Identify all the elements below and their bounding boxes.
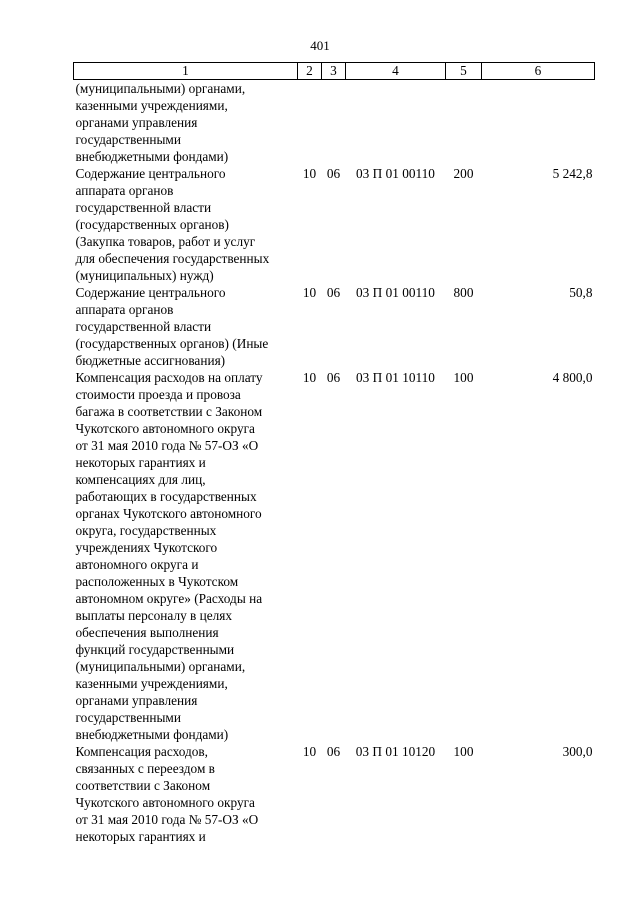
row-name-line: государственной власти (75, 200, 212, 215)
table-row (74, 369, 595, 743)
section-code: 10 (302, 370, 317, 385)
row-name-line: (Закупка товаров, работ и услуг (75, 234, 256, 249)
row-name-line: государственной власти (75, 319, 212, 334)
row-name-line: Компенсация расходов, (75, 744, 208, 759)
row-name-line: автономном округе» (Расходы на (75, 591, 263, 606)
table-row (74, 284, 595, 369)
row-name-line: работающих в государственных (75, 489, 257, 504)
row-name (74, 80, 298, 166)
section-code (298, 80, 322, 166)
target-article-code: 03 П 01 10110 (356, 370, 435, 385)
subsection-code: 06 (326, 370, 341, 385)
subsection-code: 06 (326, 744, 341, 759)
header-col-5: 5 (446, 63, 482, 80)
subsection-code: 06 (326, 166, 341, 181)
row-name-line: (государственных органов) (Иные (75, 336, 269, 351)
row-name-line: округа, государственных (75, 523, 217, 538)
amount: 5 242,8 (552, 166, 593, 181)
expense-type-code: 200 (453, 166, 474, 181)
row-name-line: для обеспечения государственных (75, 251, 270, 266)
target-article-code: 03 П 01 00110 (356, 166, 435, 181)
row-name-line: выплаты персоналу в целях (75, 608, 233, 623)
row-name-line: обеспечения выполнения (75, 625, 219, 640)
row-name-line: органах Чукотского автономного (75, 506, 262, 521)
table-row (74, 743, 595, 845)
header-col-1: 1 (74, 63, 298, 80)
row-name-line: стоимости проезда и провоза (75, 387, 241, 402)
row-name-line: учреждениях Чукотского (75, 540, 218, 555)
row-name-line: некоторых гарантиях и (75, 829, 206, 844)
table-row (74, 165, 595, 284)
header-col-4: 4 (346, 63, 446, 80)
section-code: 10 (302, 285, 317, 300)
row-name-line: Содержание центрального (75, 285, 226, 300)
target-article-code: 03 П 01 00110 (356, 285, 435, 300)
row-name-line: (муниципальными) органами, (75, 659, 246, 674)
row-name (74, 369, 298, 743)
row-name-line: аппарата органов (75, 183, 174, 198)
row-name-line: (муниципальными) органами, (75, 81, 246, 96)
row-name-line: соответствии с Законом (75, 778, 211, 793)
amount (482, 80, 595, 166)
row-name-line: связанных с переездом в (75, 761, 215, 776)
row-name-line: багажа в соответствии с Законом (75, 404, 263, 419)
row-name-line: аппарата органов (75, 302, 174, 317)
expense-type-code: 100 (453, 370, 474, 385)
row-name-line: государственными (75, 710, 181, 725)
row-name-line: расположенных в Чукотском (75, 574, 239, 589)
header-col-6: 6 (482, 63, 595, 80)
section-code: 10 (302, 166, 317, 181)
row-name-line: органами управления (75, 693, 198, 708)
table-header-row (74, 63, 595, 80)
row-name-line: внебюджетными фондами) (75, 727, 229, 742)
row-name-line: функций государственными (75, 642, 235, 657)
target-article-code (346, 80, 446, 166)
row-name-line: бюджетные ассигнования) (75, 353, 226, 368)
row-name-line: автономного округа и (75, 557, 199, 572)
row-name-line: Чукотского автономного округа (75, 421, 255, 436)
header-col-3: 3 (322, 63, 346, 80)
row-name (74, 284, 298, 369)
row-name-line: некоторых гарантиях и (75, 455, 206, 470)
budget-table (73, 62, 595, 845)
amount: 4 800,0 (552, 370, 593, 385)
row-name-line: от 31 мая 2010 года № 57-ОЗ «О (75, 438, 259, 453)
row-name-line: казенными учреждениями, (75, 676, 228, 691)
section-code: 10 (302, 744, 317, 759)
row-name-line: внебюджетными фондами) (75, 149, 229, 164)
expense-type-code: 100 (453, 744, 474, 759)
row-name-line: (муниципальных) нужд) (75, 268, 214, 283)
row-name (74, 165, 298, 284)
target-article-code: 03 П 01 10120 (355, 744, 436, 759)
row-name-line: государственными (75, 132, 181, 147)
subsection-code: 06 (326, 285, 341, 300)
expense-type-code: 800 (453, 285, 474, 300)
header-col-2: 2 (298, 63, 322, 80)
page-number: 401 (310, 38, 330, 53)
row-name-line: Чукотского автономного округа (75, 795, 255, 810)
amount: 300,0 (562, 744, 593, 759)
row-name-line: органами управления (75, 115, 198, 130)
row-name-line: казенными учреждениями, (75, 98, 228, 113)
row-name-line: Содержание центрального (75, 166, 226, 181)
row-name-line: (государственных органов) (75, 217, 229, 232)
row-name-line: компенсациях для лиц, (75, 472, 206, 487)
row-name (74, 743, 298, 845)
table-row (74, 80, 595, 166)
expense-type-code (446, 80, 482, 166)
amount: 50,8 (569, 285, 593, 300)
row-name-line: от 31 мая 2010 года № 57-ОЗ «О (75, 812, 259, 827)
subsection-code (322, 80, 346, 166)
row-name-line: Компенсация расходов на оплату (75, 370, 263, 385)
